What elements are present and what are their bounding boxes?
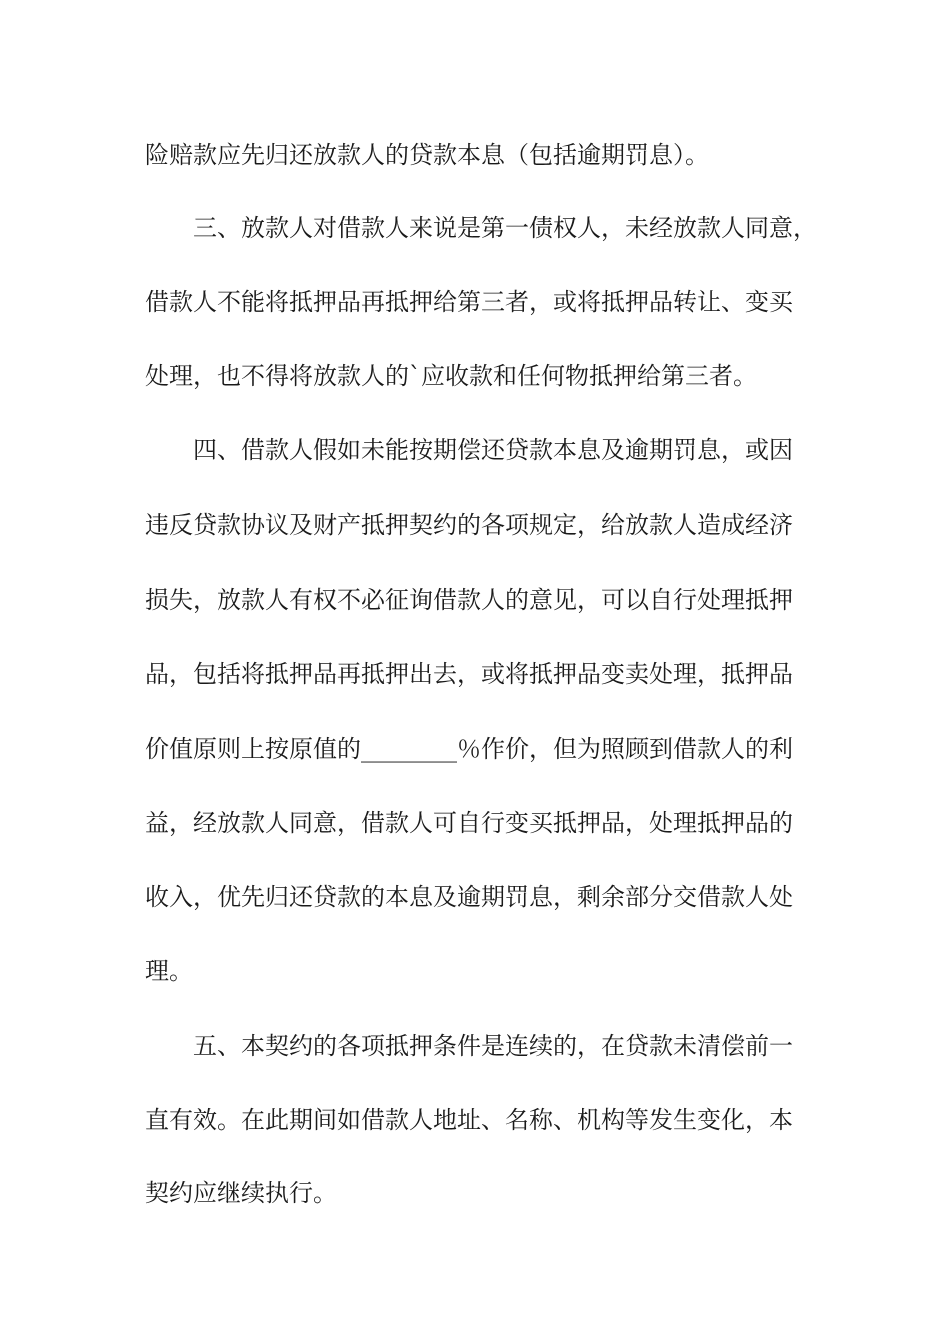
text-line-13-clause-5: 五、本契约的各项抵押条件是连续的，在贷款未清偿前一	[193, 1032, 793, 1060]
text-line-4: 处理，也不得将放款人的`应收款和任何物抵押给第三者。	[145, 362, 757, 390]
text-line-14: 直有效。在此期间如借款人地址、名称、机构等发生变化，本	[145, 1106, 793, 1134]
text-line-7: 损失，放款人有权不必征询借款人的意见，可以自行处理抵押	[145, 586, 793, 614]
text-line-2-clause-3: 三、放款人对借款人来说是第一债权人，未经放款人同意，	[193, 214, 817, 242]
text-line-6: 违反贷款协议及财产抵押契约的各项规定，给放款人造成经济	[145, 511, 793, 539]
text-line-11: 收入，优先归还贷款的本息及逾期罚息，剩余部分交借款人处	[145, 883, 793, 911]
text-line-15: 契约应继续执行。	[145, 1179, 337, 1207]
text-line-9: 价值原则上按原值的________％作价，但为照顾到借款人的利	[145, 735, 793, 763]
text-line-12: 理。	[145, 957, 193, 985]
text-line-5-clause-4: 四、借款人假如未能按期偿还贷款本息及逾期罚息，或因	[193, 436, 793, 464]
text-line-10: 益，经放款人同意，借款人可自行变买抵押品，处理抵押品的	[145, 809, 793, 837]
text-line-1: 险赔款应先归还放款人的贷款本息（包括逾期罚息）。	[145, 141, 709, 169]
text-line-3: 借款人不能将抵押品再抵押给第三者，或将抵押品转让、变买	[145, 288, 793, 316]
text-line-8: 品，包括将抵押品再抵押出去，或将抵押品变卖处理，抵押品	[145, 660, 793, 688]
